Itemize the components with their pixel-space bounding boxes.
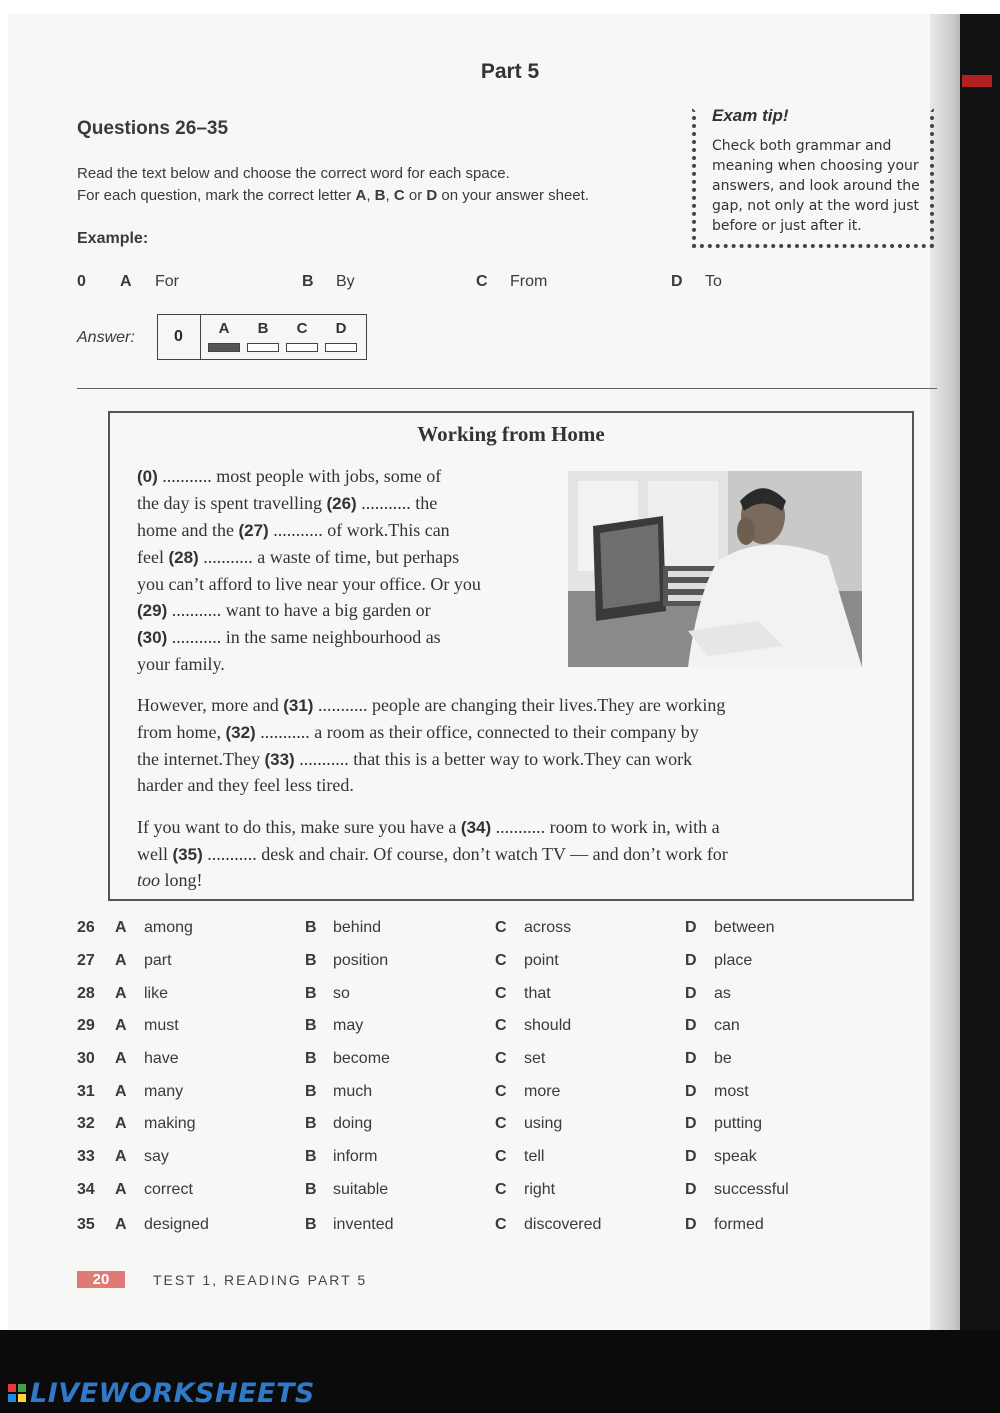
option-letter-a[interactable]: A bbox=[115, 952, 127, 969]
option-letter-d[interactable]: D bbox=[685, 1181, 697, 1198]
answer-number: 0 bbox=[157, 314, 201, 360]
example-letter-b: B bbox=[302, 273, 314, 290]
option-letter-b[interactable]: B bbox=[305, 952, 317, 969]
passage-line: home and the (27) ........... of work.This can bbox=[137, 520, 450, 540]
passage-line: the internet.They (33) ........... that this is a better way to work.They can work bbox=[137, 749, 693, 769]
exam-tip-text: Check both grammar and meaning when choosing your answers, and look around the gap, not only at the word just before or just after it. bbox=[712, 138, 920, 234]
page-tab-marker bbox=[962, 75, 992, 87]
passage-line: (29) ........... want to have a big garden or bbox=[137, 600, 431, 620]
option-word-d[interactable]: between bbox=[714, 919, 775, 936]
answer-mark-b[interactable] bbox=[247, 343, 279, 352]
passage-line: from home, (32) ........... a room as their office, connected to their company by bbox=[137, 722, 699, 742]
answer-mark-a[interactable] bbox=[208, 343, 240, 352]
answer-mark-d[interactable] bbox=[325, 343, 357, 352]
option-letter-c[interactable]: C bbox=[495, 1148, 507, 1165]
logo-text: LIVEWORKSHEETS bbox=[30, 1377, 315, 1409]
question-number: 31 bbox=[77, 1083, 95, 1100]
option-letter-a[interactable]: A bbox=[115, 919, 127, 936]
option-word-b[interactable]: so bbox=[333, 985, 350, 1002]
option-letter-a[interactable]: A bbox=[115, 1181, 127, 1198]
option-word-c[interactable]: set bbox=[524, 1050, 546, 1067]
answer-mark-c[interactable] bbox=[286, 343, 318, 352]
option-letter-c[interactable]: C bbox=[495, 1216, 507, 1233]
question-number: 30 bbox=[77, 1050, 95, 1067]
option-letter-c[interactable]: C bbox=[495, 1017, 507, 1034]
option-letter-a[interactable]: A bbox=[115, 985, 127, 1002]
option-letter-c[interactable]: C bbox=[495, 985, 507, 1002]
option-letter-a[interactable]: A bbox=[115, 1148, 127, 1165]
option-letter-c[interactable]: C bbox=[495, 1050, 507, 1067]
option-word-d[interactable]: putting bbox=[714, 1115, 763, 1132]
option-word-d[interactable]: can bbox=[714, 1017, 740, 1034]
passage-line: you can’t afford to live near your office. Or you bbox=[137, 574, 481, 594]
option-letter-b[interactable]: B bbox=[305, 1083, 317, 1100]
example-word-b: By bbox=[336, 273, 355, 290]
exam-tip-title: Exam tip! bbox=[708, 106, 793, 126]
option-word-c[interactable]: more bbox=[524, 1083, 561, 1100]
passage-title: Working from Home bbox=[417, 422, 605, 446]
option-word-d[interactable]: speak bbox=[714, 1148, 757, 1165]
option-word-b[interactable]: inform bbox=[333, 1148, 378, 1165]
instruction-line-1: Read the text below and choose the correct word for each space. bbox=[77, 165, 510, 182]
option-letter-c[interactable]: C bbox=[495, 1115, 507, 1132]
option-letter-a[interactable]: A bbox=[115, 1050, 127, 1067]
passage-line: too long! bbox=[137, 870, 203, 890]
option-word-b[interactable]: much bbox=[333, 1083, 373, 1100]
example-word-a: For bbox=[155, 273, 179, 290]
option-word-c[interactable]: should bbox=[524, 1017, 572, 1034]
option-letter-d[interactable]: D bbox=[685, 919, 697, 936]
option-word-b[interactable]: may bbox=[333, 1017, 364, 1034]
option-word-b[interactable]: position bbox=[333, 952, 389, 969]
option-letter-d[interactable]: D bbox=[685, 1017, 697, 1034]
example-number: 0 bbox=[77, 273, 86, 290]
passage-line: (0) ........... most people with jobs, some of bbox=[137, 466, 442, 486]
option-word-b[interactable]: invented bbox=[333, 1216, 394, 1233]
question-number: 34 bbox=[77, 1181, 95, 1198]
example-word-c: From bbox=[510, 273, 548, 290]
passage-line: well (35) ........... desk and chair. Of course, don’t watch TV — and don’t work for bbox=[137, 844, 728, 864]
option-word-b[interactable]: suitable bbox=[333, 1181, 389, 1198]
option-letter-b[interactable]: B bbox=[305, 1148, 317, 1165]
questions-heading: Questions 26–35 bbox=[77, 118, 229, 139]
option-word-c[interactable]: discovered bbox=[524, 1216, 602, 1233]
man-working-at-computer-photo bbox=[568, 471, 862, 667]
option-word-b[interactable]: doing bbox=[333, 1115, 373, 1132]
option-letter-b[interactable]: B bbox=[305, 1115, 317, 1132]
part-title: Part 5 bbox=[480, 60, 540, 83]
option-word-d[interactable]: be bbox=[714, 1050, 732, 1067]
option-word-a[interactable]: must bbox=[144, 1017, 179, 1034]
option-letter-a[interactable]: A bbox=[115, 1083, 127, 1100]
option-word-d[interactable]: formed bbox=[714, 1216, 764, 1233]
question-number: 29 bbox=[77, 1017, 95, 1034]
example-letter-c: C bbox=[476, 273, 488, 290]
option-word-c[interactable]: right bbox=[524, 1181, 556, 1198]
option-letter-d[interactable]: D bbox=[685, 1083, 697, 1100]
option-word-a[interactable]: like bbox=[144, 985, 169, 1002]
option-word-a[interactable]: designed bbox=[144, 1216, 209, 1233]
option-letter-a[interactable]: A bbox=[115, 1216, 127, 1233]
option-letter-d[interactable]: D bbox=[685, 952, 697, 969]
option-word-a[interactable]: among bbox=[144, 919, 193, 936]
footer-text: TEST 1, READING PART 5 bbox=[153, 1272, 368, 1288]
instruction-line-2: For each question, mark the correct letter A, B, C or D on your answer sheet. bbox=[77, 187, 589, 204]
option-word-c[interactable]: that bbox=[524, 985, 551, 1002]
option-word-a[interactable]: have bbox=[144, 1050, 179, 1067]
option-letter-c[interactable]: C bbox=[495, 1181, 507, 1198]
option-word-a[interactable]: many bbox=[144, 1083, 184, 1100]
option-letter-d[interactable]: D bbox=[685, 985, 697, 1002]
option-letter-d[interactable]: D bbox=[685, 1050, 697, 1067]
option-letter-b[interactable]: B bbox=[305, 1017, 317, 1034]
answer-letter-c: C bbox=[296, 320, 308, 337]
option-word-c[interactable]: tell bbox=[524, 1148, 545, 1165]
option-word-c[interactable]: across bbox=[524, 919, 572, 936]
example-word-d: To bbox=[705, 273, 722, 290]
passage-line: (30) ........... in the same neighbourhood as bbox=[137, 627, 441, 647]
logo-squares-icon bbox=[8, 1384, 26, 1402]
option-word-a[interactable]: part bbox=[144, 952, 172, 969]
liveworksheets-logo bbox=[8, 1378, 315, 1408]
question-number: 28 bbox=[77, 985, 95, 1002]
option-word-a[interactable]: say bbox=[144, 1148, 169, 1165]
option-word-b[interactable]: become bbox=[333, 1050, 390, 1067]
option-letter-b[interactable]: B bbox=[305, 985, 317, 1002]
option-letter-a[interactable]: A bbox=[115, 1017, 127, 1034]
question-number: 33 bbox=[77, 1148, 95, 1165]
option-letter-c[interactable]: C bbox=[495, 919, 507, 936]
option-word-c[interactable]: point bbox=[524, 952, 559, 969]
page-edge bbox=[960, 14, 1000, 1330]
passage-line: If you want to do this, make sure you have a (34) ........... room to work in, with a bbox=[137, 817, 720, 837]
section-divider bbox=[77, 388, 937, 389]
question-number: 27 bbox=[77, 952, 95, 969]
passage-line: feel (28) ........... a waste of time, but perhaps bbox=[137, 547, 460, 567]
page-number: 20 bbox=[77, 1271, 125, 1288]
option-letter-d[interactable]: D bbox=[685, 1148, 697, 1165]
answer-label: Answer: bbox=[77, 329, 135, 346]
option-word-b[interactable]: behind bbox=[333, 919, 382, 936]
option-word-a[interactable]: correct bbox=[144, 1181, 193, 1198]
option-letter-c[interactable]: C bbox=[495, 952, 507, 969]
option-letter-d[interactable]: D bbox=[685, 1216, 697, 1233]
passage-line: harder and they feel less tired. bbox=[137, 775, 354, 795]
example-label: Example: bbox=[77, 230, 149, 247]
option-letter-b[interactable]: B bbox=[305, 919, 317, 936]
question-number: 32 bbox=[77, 1115, 95, 1132]
option-letter-b[interactable]: B bbox=[305, 1050, 317, 1067]
example-letter-d: D bbox=[671, 273, 683, 290]
passage-line: However, more and (31) ........... people are changing their lives.They are working bbox=[137, 695, 726, 715]
passage-line: the day is spent travelling (26) ........... the bbox=[137, 493, 438, 513]
example-letter-a: A bbox=[120, 273, 132, 290]
option-letter-c[interactable]: C bbox=[495, 1083, 507, 1100]
question-number: 26 bbox=[77, 919, 95, 936]
option-word-d[interactable]: place bbox=[714, 952, 753, 969]
option-letter-b[interactable]: B bbox=[305, 1181, 317, 1198]
answer-letter-a: A bbox=[218, 320, 230, 337]
option-letter-b[interactable]: B bbox=[305, 1216, 317, 1233]
option-word-d[interactable]: as bbox=[714, 985, 731, 1002]
option-word-a[interactable]: making bbox=[144, 1115, 196, 1132]
option-word-d[interactable]: most bbox=[714, 1083, 749, 1100]
option-letter-a[interactable]: A bbox=[115, 1115, 127, 1132]
question-number: 35 bbox=[77, 1216, 95, 1233]
answer-letter-d: D bbox=[335, 320, 347, 337]
passage-line: your family. bbox=[137, 654, 225, 674]
option-letter-d[interactable]: D bbox=[685, 1115, 697, 1132]
option-word-c[interactable]: using bbox=[524, 1115, 563, 1132]
answer-letter-b: B bbox=[257, 320, 269, 337]
option-word-d[interactable]: successful bbox=[714, 1181, 789, 1198]
